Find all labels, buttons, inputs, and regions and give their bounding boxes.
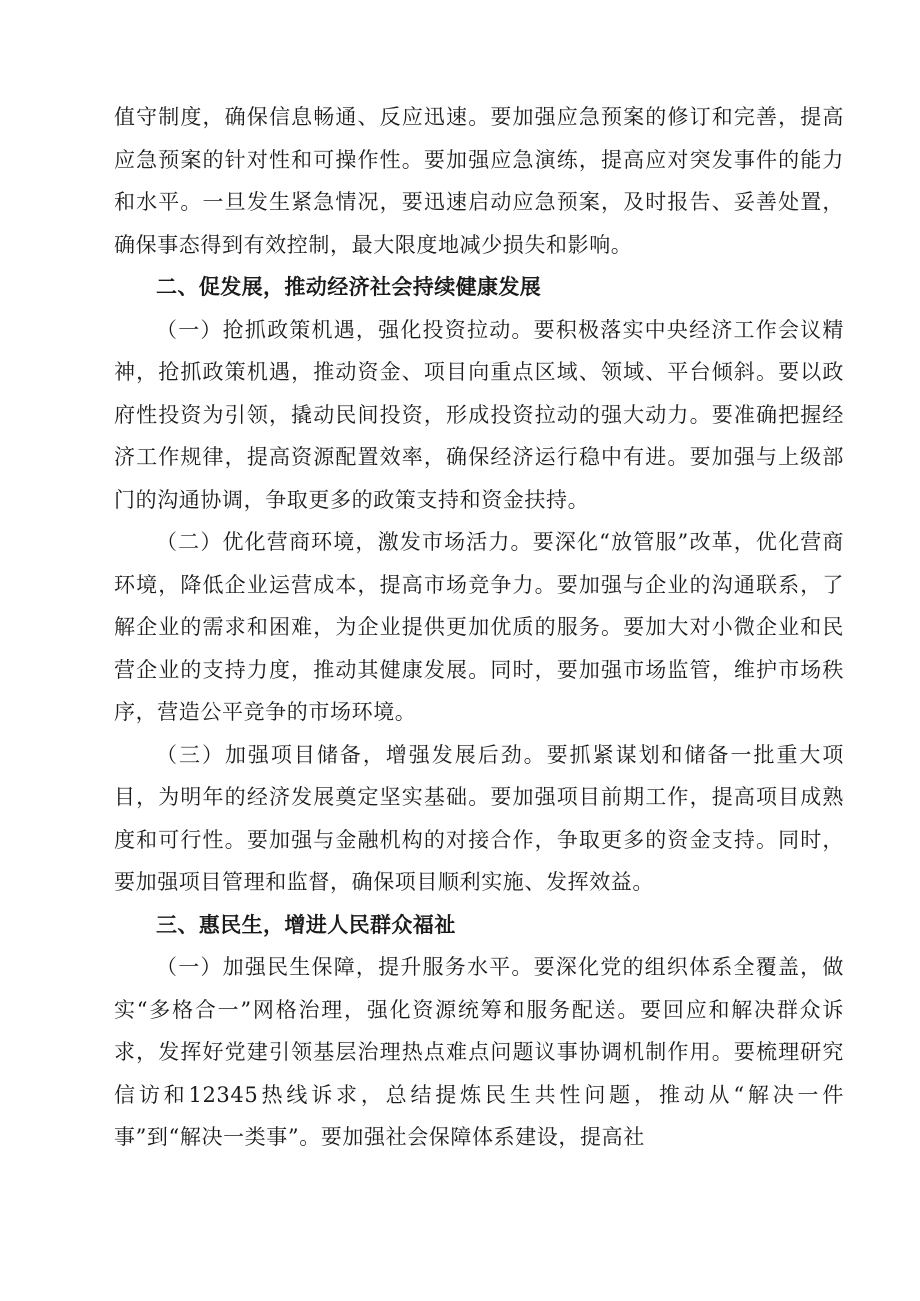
body-paragraph: （三）加强项目储备，增强发展后劲。要抓紧谋划和储备一批重大项目，为明年的经济发展奠定坚实基础。要加强项目前期工作，提高项目成熟度和可行性。要加强与金融机构的对接合作，争取更多的资金支持。同时，要加强项目管理和监督，确保项目顺利实施、发挥效益。 — [114, 742, 844, 894]
section-heading-3: 三、惠民生，增进人民群众福祉 — [156, 912, 456, 937]
document-page — [114, 96, 844, 1159]
section-heading-2: 二、促发展，推动经济社会持续健康发展 — [156, 275, 542, 299]
body-paragraph: 值守制度，确保信息畅通、反应迅速。要加强应急预案的修订和完善，提高应急预案的针对性和可操作性。要加强应急演练，提高应对突发事件的能力和水平。一旦发生紧急情况，要迅速启动应急预案，及时报告、妥善处置，确保事态得到有效控制，最大限度地减少损失和影响。 — [114, 105, 844, 257]
body-paragraph: （二）优化营商环境，激发市场活力。要深化“放管服”改革，优化营商环境，降低企业运营成本，提高市场竞争力。要加强与企业的沟通联系，了解企业的需求和困难，为企业提供更加优质的服务。要加大对小微企业和民营企业的支持力度，推动其健康发展。同时，要加强市场监管，维护市场秩序，营造公平竞争的市场环境。 — [114, 530, 844, 724]
body-paragraph: （一）抢抓政策机遇，强化投资拉动。要积极落实中央经济工作会议精神，抢抓政策机遇，推动资金、项目向重点区域、领域、平台倾斜。要以政府性投资为引领，撬动民间投资，形成投资拉动的强大动力。要准确把握经济工作规律，提高资源配置效率，确保经济运行稳中有进。要加强与上级部门的沟通协调，争取更多的政策支持和资金扶持。 — [114, 317, 844, 512]
body-paragraph: （一）加强民生保障，提升服务水平。要深化党的组织体系全覆盖，做实“多格合一”网格治理，强化资源统筹和服务配送。要回应和解决群众诉求，发挥好党建引领基层治理热点难点问题议事协调机制作用。要梳理研究信访和12345热线诉求，总结提炼民生共性问题，推动从“解决一件事”到“解决一类事”。要加强社会保障体系建设，提高社 — [114, 955, 844, 1149]
